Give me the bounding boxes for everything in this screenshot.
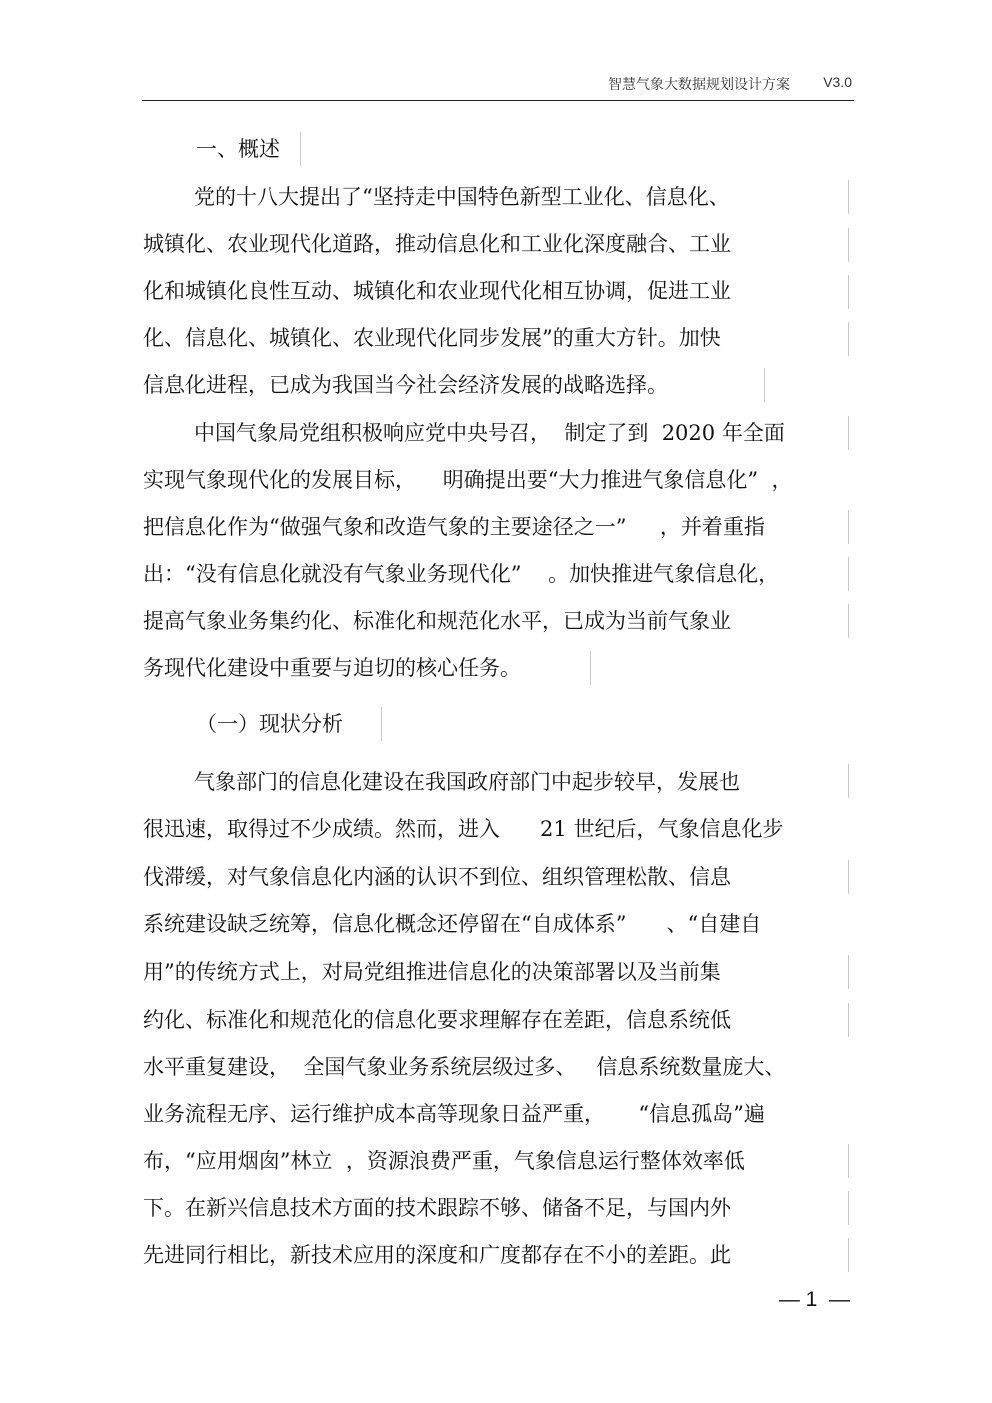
paragraph-line: 业务流程无序、运行维护成本高等现象日益严重， “信息孤岛”遍 bbox=[143, 1102, 765, 1126]
paragraph-line: 先进同行相比，新技术应用的深度和广度都存在不小的差距。此 bbox=[143, 1243, 731, 1267]
margin-mark bbox=[764, 368, 765, 402]
paragraph-line: 务现代化建设中重要与迫切的核心任务。 bbox=[143, 656, 521, 680]
paragraph-line: 很迅速，取得过不少成绩。然而，进入 21 世纪后，气象信息化步 bbox=[143, 817, 784, 841]
paragraph-line: 化、信息化、城镇化、农业现代化同步发展”的重大方针。加快 bbox=[143, 326, 721, 350]
margin-mark bbox=[848, 275, 849, 309]
paragraph-line: 下。在新兴信息技术方面的技术跟踪不够、储备不足，与国内外 bbox=[143, 1196, 731, 1220]
paragraph-line: 伐滞缓，对气象信息化内涵的认识不到位、组织管理松散、信息 bbox=[143, 865, 731, 889]
paragraph-line: 用”的传统方式上，对局党组推进信息化的决策部署以及当前集 bbox=[143, 960, 721, 984]
margin-mark bbox=[848, 416, 849, 450]
paragraph-line: 水平重复建设， 全国气象业务系统层级过多、 信息系统数量庞大、 bbox=[143, 1055, 786, 1079]
margin-mark bbox=[848, 557, 849, 591]
page-number: — 1 — bbox=[778, 1288, 850, 1311]
margin-mark bbox=[848, 180, 849, 214]
margin-mark bbox=[381, 707, 382, 741]
paragraph-line: 信息化进程，已成为我国当今社会经济发展的战略选择。 bbox=[143, 373, 668, 397]
margin-mark bbox=[848, 228, 849, 262]
paragraph-line: 提高气象业务集约化、标准化和规范化水平，已成为当前气象业 bbox=[143, 609, 731, 633]
paragraph-line: 布，“应用烟囱”林立 ，资源浪费严重，气象信息运行整体效率低 bbox=[143, 1149, 745, 1173]
paragraph-line: 把信息化作为“做强气象和改造气象的主要途径之一” ，并着重指 bbox=[143, 515, 765, 539]
margin-mark bbox=[848, 1003, 849, 1037]
paragraph-line: 城镇化、农业现代化道路，推动信息化和工业化深度融合、工业 bbox=[143, 232, 731, 256]
document-version: V3.0 bbox=[823, 74, 852, 90]
margin-mark bbox=[590, 651, 591, 685]
margin-mark bbox=[848, 860, 849, 894]
paragraph-line: 系统建设缺乏统筹，信息化概念还停留在“自成体系” 、“自建自 bbox=[143, 912, 762, 936]
paragraph-line: 化和城镇化良性互动、城镇化和农业现代化相互协调，促进工业 bbox=[143, 279, 731, 303]
margin-mark bbox=[848, 604, 849, 638]
paragraph-line: 出：“没有信息化就没有气象业务现代化” 。加快推进气象信息化， bbox=[143, 562, 780, 586]
margin-mark bbox=[848, 1191, 849, 1225]
page-header bbox=[142, 70, 854, 101]
margin-mark bbox=[848, 1144, 849, 1178]
paragraph-line: 中国气象局党组积极响应党中央号召， 制定了到 2020 年全面 bbox=[194, 421, 785, 445]
paragraph-line: 约化、标准化和规范化的信息化要求理解存在差距，信息系统低 bbox=[143, 1008, 731, 1032]
margin-mark bbox=[848, 1238, 849, 1272]
margin-mark bbox=[848, 764, 849, 798]
paragraph-line: 实现气象现代化的发展目标， 明确提出要“大力推进气象信息化” ， bbox=[143, 468, 793, 492]
margin-mark bbox=[300, 132, 301, 166]
document-title: 智慧气象大数据规划设计方案 bbox=[608, 77, 790, 93]
section-heading-overview: 一、概述 bbox=[196, 137, 280, 161]
margin-mark bbox=[848, 510, 849, 544]
section-heading-status-analysis: （一）现状分析 bbox=[196, 712, 343, 736]
paragraph-line: 党的十八大提出了“坚持走中国特色新型工业化、信息化、 bbox=[194, 185, 730, 209]
margin-mark bbox=[848, 322, 849, 356]
paragraph-line: 气象部门的信息化建设在我国政府部门中起步较早，发展也 bbox=[194, 770, 740, 794]
margin-mark bbox=[848, 955, 849, 989]
